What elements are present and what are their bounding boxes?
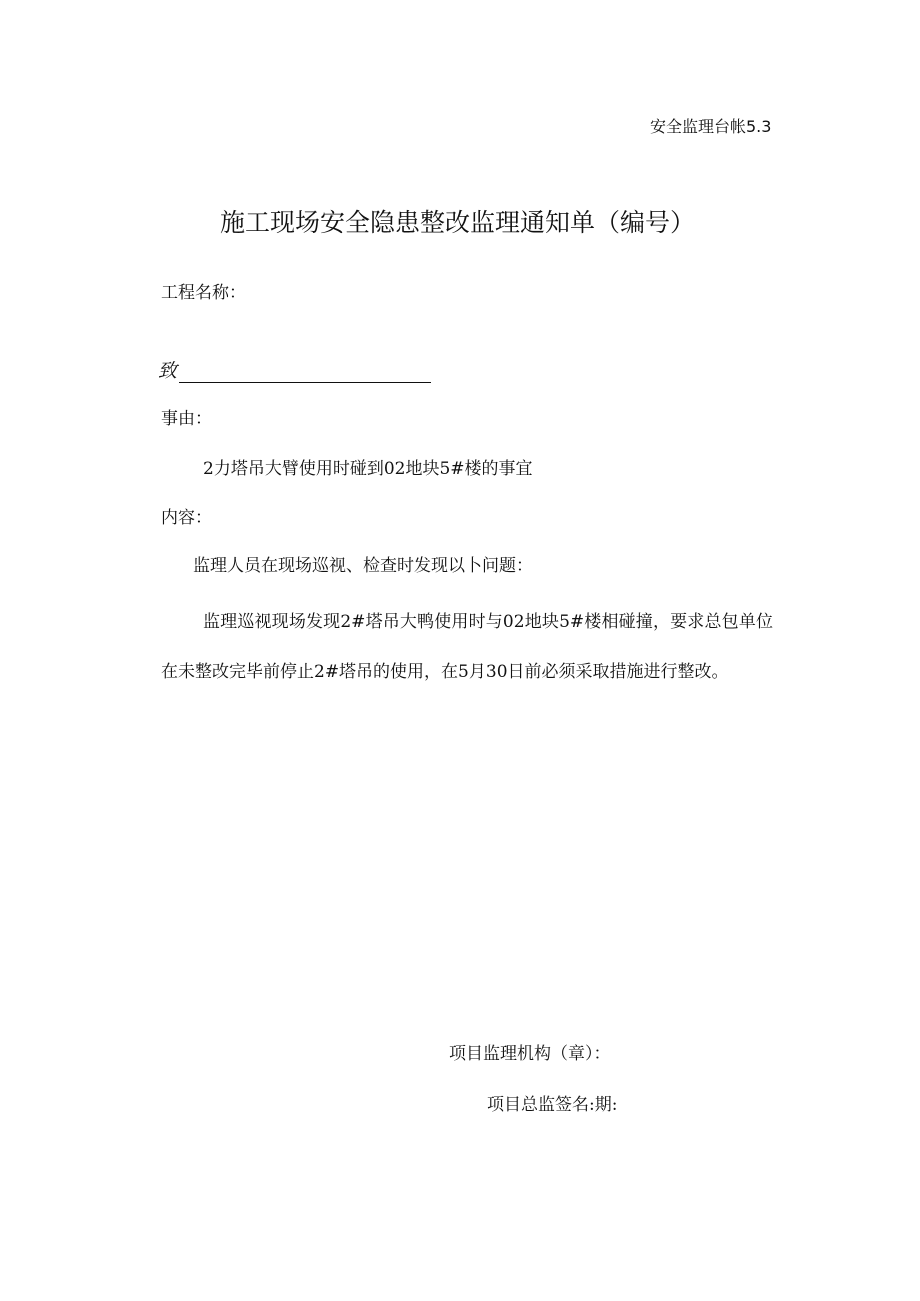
chief-signature-label: 项目总监签名:期: <box>487 1095 618 1115</box>
content-label: 内容： <box>161 508 212 528</box>
content-intro: 监理人员在现场巡视、检查时发现以卜问题： <box>193 556 533 576</box>
addressee-blank <box>179 364 431 383</box>
document-title: 施工现场安全隐患整改监理通知单（编号） <box>220 208 696 237</box>
reason-text: 2力塔吊大臂使用时碰到02地块5#楼的事宜 <box>203 459 533 479</box>
addressee-label: 致 <box>158 360 178 382</box>
addressee-line <box>158 356 431 383</box>
reason-label: 事由： <box>161 409 212 429</box>
content-body: 监理巡视现场发现2#塔吊大鸭使用时与02地块5#楼相碰撞，要求总包单位在未整改完毕前停止2#塔吊的使用，在5月30日前必须采取措施进行整改。 <box>161 612 773 682</box>
org-seal-label: 项目监理机构（章）： <box>449 1044 611 1064</box>
project-name-label: 工程名称： <box>161 283 246 303</box>
ledger-number: 安全监理台帐5.3 <box>650 117 772 136</box>
